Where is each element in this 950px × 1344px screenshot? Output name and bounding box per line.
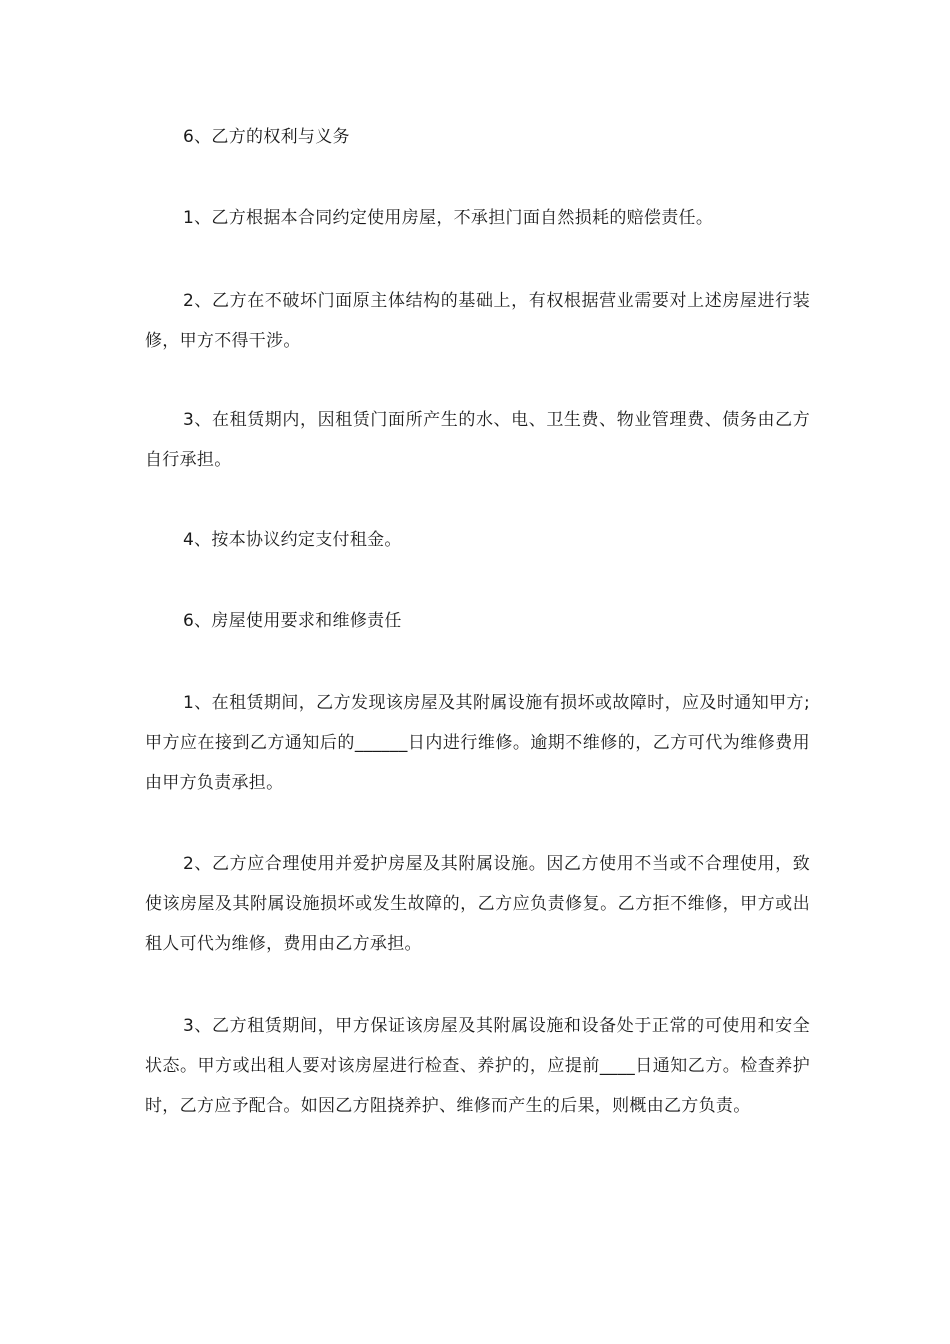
paragraph-item-3: 3、在租赁期内，因租赁门面所产生的水、电、卫生费、物业管理费、债务由乙方自行承担。 — [145, 410, 810, 470]
paragraph-item-4: 4、按本协议约定支付租金。 — [183, 530, 402, 550]
paragraph-maintenance-1: 1、在租赁期间，乙方发现该房屋及其附属设施有损坏或故障时，应及时通知甲方;甲方应在接到乙方通知后的______日内进行维修。逾期不维修的，乙方可代为维修费用由甲方负责承担。 — [145, 693, 810, 793]
paragraph-maintenance-2: 2、乙方应合理使用并爱护房屋及其附属设施。因乙方使用不当或不合理使用，致使该房屋及其附属设施损坏或发生故障的，乙方应负责修复。乙方拒不维修，甲方或出租人可代为维修，费用由乙方承担。 — [145, 854, 810, 954]
paragraph-item-2: 2、乙方在不破坏门面原主体结构的基础上，有权根据营业需要对上述房屋进行装修，甲方不得干涉。 — [145, 291, 810, 351]
section-heading-rights-obligations: 6、乙方的权利与义务 — [183, 127, 350, 147]
paragraph-maintenance-3: 3、乙方租赁期间，甲方保证该房屋及其附属设施和设备处于正常的可使用和安全状态。甲方或出租人要对该房屋进行检查、养护的，应提前____日通知乙方。检查养护时，乙方应予配合。如因乙方阻挠养护、维修而产生的后果，则概由乙方负责。 — [145, 1016, 810, 1116]
paragraph-item-1: 1、乙方根据本合同约定使用房屋，不承担门面自然损耗的赔偿责任。 — [183, 208, 714, 228]
section-heading-usage-maintenance: 6、房屋使用要求和维修责任 — [183, 611, 402, 631]
